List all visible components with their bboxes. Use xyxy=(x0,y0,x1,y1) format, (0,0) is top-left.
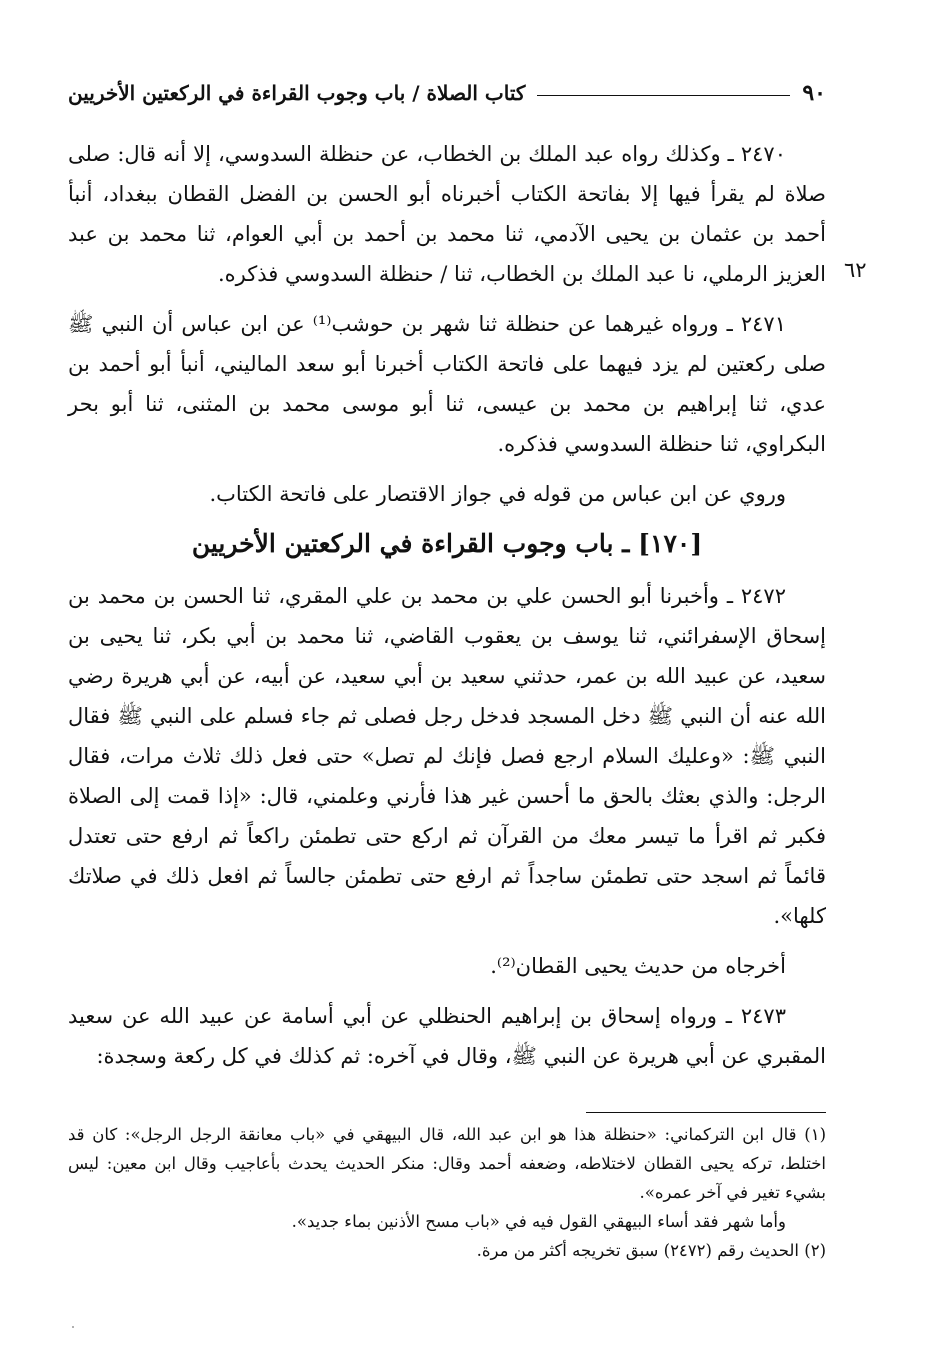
running-title: كتاب الصلاة / باب وجوب القراءة في الركعتين الأخريين xyxy=(68,81,526,105)
footnote-1-continuation: وأما شهر فقد أساء البيهقي القول فيه في «باب مسح الأذنين بماء جديد». xyxy=(291,1212,786,1231)
footnote-separator xyxy=(586,1112,826,1113)
page-speck xyxy=(72,1326,74,1328)
footnotes xyxy=(68,1120,826,1265)
footnote-1: (١) قال ابن التركماني: «حنظلة هذا هو ابن عبد الله، قال البيهقي في «باب معانقة الرجل الرجل»: كان قد اختلط، تركه يحيى القطان لاختلاطه، وضعفه أحمد وقال: منكر الحديث يحدث بأعاجيب وقال ابن معين: ليس بشيء تغير في آخر عمره». xyxy=(68,1125,826,1202)
paragraph-2472: ٢٤٧٢ ـ وأخبرنا أبو الحسن علي بن محمد بن علي المقري، ثنا الحسن بن محمد بن إسحاق الإسفرائني، ثنا يوسف بن يعقوب القاضي، ثنا محمد بن أبي بكر، ثنا يحيى بن سعيد، عن عبيد الله بن عمر، حدثني سعيد بن أبي سعيد، عن أبيه، عن أبي هريرة رضي الله عنه أن النبي ﷺ دخل المسجد فدخل رجل فصلى ثم جاء فسلم على النبي ﷺ فقال النبي ﷺ: «وعليك السلام ارجع فصل فإنك لم تصل» حتى فعل ذلك ثلاث مرات، فقال الرجل: والذي بعثك بالحق ما أحسن غير هذا فأرني وعلمني، قال: «إذا قمت إلى الصلاة فكبر ثم اقرأ ما تيسر معك من القرآن ثم اركع حتى تطمئن راكعاً ثم ارفع حتى تعتدل قائماً ثم اسجد حتى تطمئن ساجداً ثم ارفع حتى تطمئن جالساً ثم افعل ذلك في صلاتك كلها». xyxy=(68,584,826,928)
main-text xyxy=(68,134,826,1086)
header-rule xyxy=(537,95,790,96)
running-header xyxy=(68,76,826,110)
paragraph-ibn-abbas: وروي عن ابن عباس من قوله في جواز الاقتصار على فاتحة الكتاب. xyxy=(209,482,786,506)
page-number: ٩٠ xyxy=(802,80,826,106)
paragraph-2473: ٢٤٧٣ ـ ورواه إسحاق بن إبراهيم الحنظلي عن أبي أسامة عن عبيد الله عن سعيد المقبري عن أبي هريرة عن النبي ﷺ، وقال في آخره: ثم كذلك في كل ركعة وسجدة: xyxy=(68,1004,826,1068)
chapter-title: [١٧٠] ـ باب وجوب القراءة في الركعتين الأخريين xyxy=(191,529,703,558)
margin-note-number: ٦٢ xyxy=(844,258,867,282)
paragraph-2470: ٢٤٧٠ ـ وكذلك رواه عبد الملك بن الخطاب، عن حنظلة السدوسي، إلا أنه قال: صلى صلاة لم يقرأ فيها إلا بفاتحة الكتاب أخبرناه أبو الحسن بن الفضل القطان ببغداد، أنبأ أحمد بن عثمان بن يحيى الآدمي، ثنا محمد بن أحمد بن أبي العوام، ثنا محمد بن عبد العزيز الرملي، نا عبد الملك بن الخطاب، ثنا / حنظلة السدوسي فذكره. xyxy=(68,142,826,286)
footnote-2: (٢) الحديث رقم (٢٤٧٢) سبق تخريجه أكثر من مرة. xyxy=(476,1241,826,1260)
paragraph-akhrajah: أخرجاه من حديث يحيى القطان⁽²⁾. xyxy=(490,954,786,978)
paragraph-2471: ٢٤٧١ ـ ورواه غيرهما عن حنظلة ثنا شهر بن حوشب⁽¹⁾ عن ابن عباس أن النبي ﷺ صلى ركعتين لم يزد فيهما على فاتحة الكتاب أخبرنا أبو سعد الماليني، أنبأ أبو أحمد بن عدي، ثنا إبراهيم بن محمد بن عيسى، ثنا أبو موسى محمد بن المثنى، ثنا أبو بحر البكراوي، ثنا حنظلة السدوسي فذكره. xyxy=(68,312,826,456)
